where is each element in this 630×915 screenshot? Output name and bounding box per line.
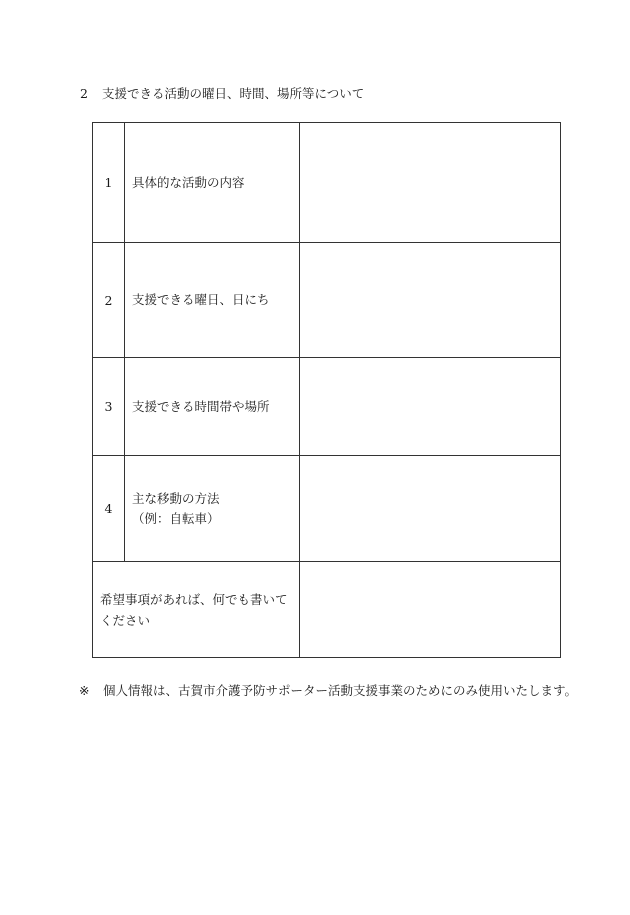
section-heading [80, 84, 364, 102]
reference-mark: ※ [79, 683, 90, 698]
time-and-place-field[interactable] [300, 358, 561, 456]
row-number: 4 [93, 456, 125, 562]
activity-form-table [92, 122, 561, 658]
table-row [93, 562, 561, 658]
row-label-requests [93, 562, 300, 658]
row-number: 1 [93, 123, 125, 243]
privacy-note [79, 681, 577, 699]
row-label-time-and-place [125, 358, 300, 456]
row-label-transport-method [125, 456, 300, 562]
table-row [93, 243, 561, 358]
section-title: 支援できる活動の曜日、時間、場所等について [102, 86, 365, 101]
table-row [93, 123, 561, 243]
row-number: 2 [93, 243, 125, 358]
activity-content-field[interactable] [300, 123, 561, 243]
row-label-text: 支援できる曜日、日にち [132, 292, 270, 307]
row-label-text: 主な移動の方法 [132, 490, 220, 506]
section-number: 2 [80, 86, 88, 101]
row-label-example: （例：自転車） [132, 510, 220, 526]
privacy-note-text: 個人情報は、古賀市介護予防サポーター活動支援事業のためにのみ使用いたします。 [103, 683, 578, 698]
row-label-activity-content [125, 123, 300, 243]
row-label-text: 希望事項があれば、何でも書いてください [100, 591, 288, 628]
row-number: 3 [93, 358, 125, 456]
row-label-text: 具体的な活動の内容 [132, 174, 245, 190]
requests-field[interactable] [300, 562, 561, 658]
row-label-text: 支援できる時間帯や場所 [132, 398, 270, 414]
table-row [93, 456, 561, 562]
row-label-available-days [125, 243, 300, 358]
transport-method-field[interactable] [300, 456, 561, 562]
table-row [93, 358, 561, 456]
available-days-field[interactable] [300, 243, 561, 358]
